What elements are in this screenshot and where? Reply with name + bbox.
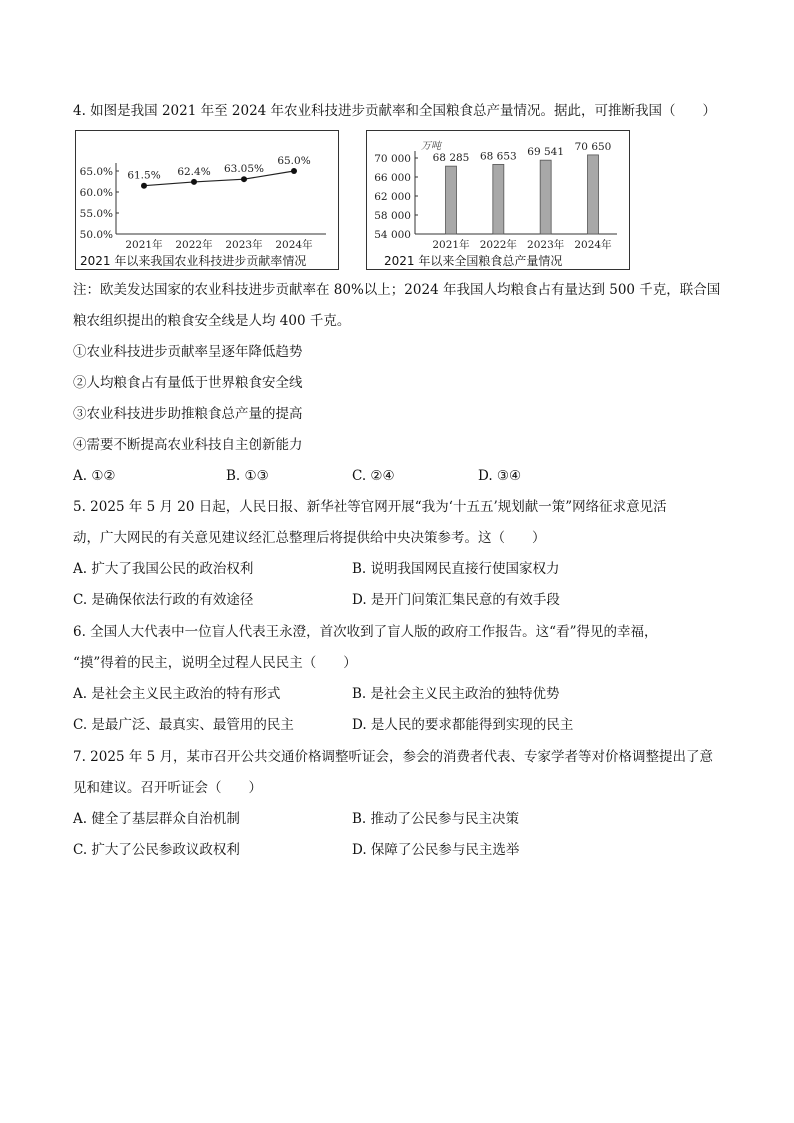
q6-stem-line2: “摸”得着的民主，说明全过程人民民主（ ） (73, 655, 357, 671)
data-point (291, 168, 297, 174)
q4-item-2: ②人均粮食占有量低于世界粮食安全线 (73, 375, 303, 391)
q7-option-d[interactable]: D. 保障了公民参与民主选举 (352, 842, 520, 858)
series-line (144, 171, 294, 186)
line-chart-panel (75, 130, 339, 270)
x-tick-label: 2022年 (175, 239, 213, 251)
q4-item-3: ③农业科技进步助推粮食总产量的提高 (73, 406, 303, 422)
data-label: 65.0% (277, 155, 311, 167)
y-tick-label: 50.0% (79, 229, 113, 241)
data-label: 69 541 (527, 146, 565, 159)
q7-stem-line1: 7. 2025 年 5 月，某市召开公共交通价格调整听证会，参会的消费者代表、专家学者等对价格调整提出了意 (73, 749, 713, 765)
y-axis-unit-label: 万吨 (421, 141, 441, 152)
q7-option-b[interactable]: B. 推动了公民参与民主决策 (352, 811, 520, 827)
q4-note-line2: 粮农组织提出的粮食安全线是人均 400 千克。 (73, 313, 351, 329)
q4-option-c[interactable]: C. ②④ (352, 468, 395, 484)
data-point (241, 176, 247, 182)
data-label: 62.4% (177, 165, 211, 178)
q4-option-d[interactable]: D. ③④ (478, 468, 522, 484)
q4-stem: 4. 如图是我国 2021 年至 2024 年农业科技进步贡献率和全国粮食总产量情况。据此，可推断我国（ ） (73, 103, 717, 119)
q6-option-a[interactable]: A. 是社会主义民主政治的特有形式 (73, 686, 281, 702)
data-point (191, 179, 197, 185)
q4-option-b[interactable]: B. ①③ (226, 468, 269, 484)
data-point (141, 183, 147, 189)
q7-option-c[interactable]: C. 扩大了公民参政议政权利 (73, 842, 240, 858)
q4-item-1: ①农业科技进步贡献率呈逐年降低趋势 (73, 344, 303, 360)
data-label: 70 650 (574, 140, 612, 153)
q7-option-a[interactable]: A. 健全了基层群众自治机制 (73, 811, 240, 827)
q4-note-line1: 注：欧美发达国家的农业科技进步贡献率在 80%以上；2024 年我国人均粮食占有量达到 500 千克，联合国 (73, 282, 721, 298)
bar-chart-title: 2021 年以来全国粮食总产量情况 (384, 254, 563, 268)
x-tick-label: 2023年 (225, 239, 263, 251)
q6-stem-line1: 6. 全国人大代表中一位盲人代表王永澄，首次收到了盲人版的政府工作报告。这“看”得见的幸福， (73, 624, 658, 640)
y-tick-label: 55.0% (79, 208, 113, 220)
bar-chart-panel (366, 130, 630, 270)
x-tick-label: 2024年 (275, 239, 313, 251)
x-tick-label: 2021年 (432, 239, 470, 251)
q7-stem-line2: 见和建议。召开听证会（ ） (73, 780, 262, 796)
bar (493, 164, 504, 234)
line-chart (76, 131, 338, 269)
x-tick-label: 2021年 (125, 239, 163, 251)
q5-option-a[interactable]: A. 扩大了我国公民的政治权利 (73, 561, 254, 577)
q6-option-d[interactable]: D. 是人民的要求都能得到实现的民主 (352, 717, 574, 733)
q5-option-b[interactable]: B. 说明我国网民直接行使国家权力 (352, 561, 560, 577)
q5-stem-line1: 5. 2025 年 5 月 20 日起，人民日报、新华社等官网开展“我为‘十五五’规划献一策”网络征求意见活 (73, 499, 667, 515)
y-tick-label: 65.0% (79, 166, 113, 178)
q5-stem-line2: 动，广大网民的有关意见建议经汇总整理后将提供给中央决策参考。这（ ） (73, 530, 546, 546)
q5-option-d[interactable]: D. 是开门问策汇集民意的有效手段 (352, 592, 560, 608)
data-label: 68 285 (432, 152, 470, 165)
bar (446, 166, 457, 234)
q6-option-c[interactable]: C. 是最广泛、最真实、最管用的民主 (73, 717, 294, 733)
y-tick-label: 66 000 (374, 172, 411, 184)
q4-option-a[interactable]: A. ①② (73, 468, 116, 484)
y-tick-label: 58 000 (374, 210, 411, 222)
data-label: 68 653 (479, 150, 517, 163)
bar-chart (367, 131, 629, 269)
x-tick-label: 2024年 (574, 239, 612, 251)
q6-option-b[interactable]: B. 是社会主义民主政治的独特优势 (352, 686, 560, 702)
line-chart-title: 2021 年以来我国农业科技进步贡献率情况 (80, 254, 307, 268)
data-label: 63.05% (223, 163, 265, 176)
y-tick-label: 62 000 (374, 191, 411, 203)
data-label: 61.5% (127, 169, 161, 182)
x-tick-label: 2023年 (527, 239, 565, 251)
y-tick-label: 70 000 (374, 153, 411, 165)
q4-item-4: ④需要不断提高农业科技自主创新能力 (73, 437, 303, 453)
q5-option-c[interactable]: C. 是确保依法行政的有效途径 (73, 592, 254, 608)
y-tick-label: 54 000 (374, 229, 411, 241)
bar (588, 155, 599, 234)
y-tick-label: 60.0% (79, 187, 113, 199)
x-tick-label: 2022年 (479, 239, 517, 251)
bar (540, 160, 551, 234)
